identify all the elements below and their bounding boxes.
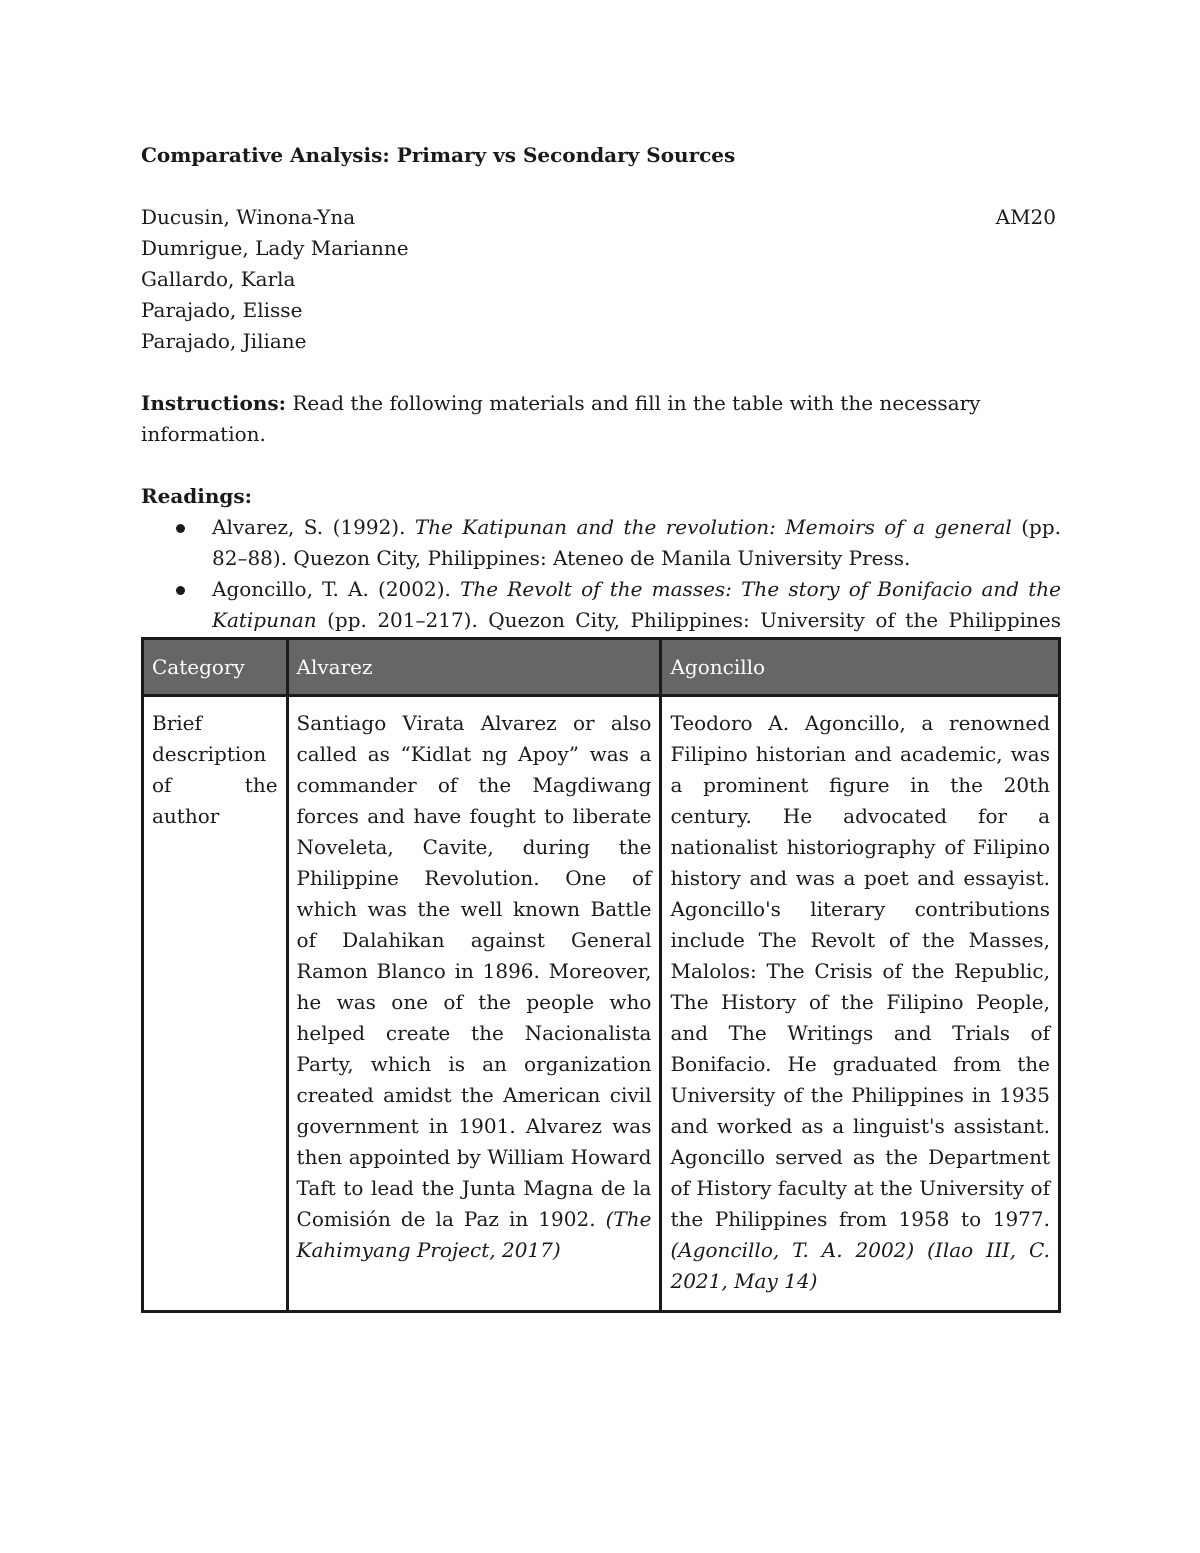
document-title: Comparative Analysis: Primary vs Secondary Sources [141,143,736,167]
reading-suffix: (pp. 82–88). Quezon City, Philippines: Ateneo de Manila University Press. [212,515,1061,570]
section-code: AM20 [995,205,1056,229]
bullet-icon [176,524,185,533]
document-page [141,140,1061,667]
readings-heading: Readings: [141,484,253,508]
instructions-label: Instructions: [141,391,287,415]
table-header-row [143,639,1060,696]
header-agoncillo: Agoncillo [661,639,1060,696]
reading-title: The Katipunan and the revolution: Memoirs of a general [414,515,1012,539]
author-name: Gallardo, Karla [141,267,296,291]
author-name: Parajado, Elisse [141,298,303,322]
reading-title: The Revolt of the masses: The story of Bonifacio and the Katipunan [212,577,1061,632]
author-name: Parajado, Jiliane [141,329,307,353]
alvarez-cell [287,696,661,1312]
agoncillo-citation: (Agoncillo, T. A. 2002) (Ilao III, C. 2021, May 14) [670,1238,1050,1293]
author-name: Dumrigue, Lady Marianne [141,236,409,260]
alvarez-citation: (The Kahimyang Project, 2017) [296,1207,652,1262]
instructions [141,388,1061,450]
author-list [141,202,1061,357]
author-name: Ducusin, Winona-Yna [141,205,356,229]
table-row [143,696,1060,1312]
comparison-table [141,637,1061,1313]
reading-prefix: Agoncillo, T. A. (2002). [212,577,461,601]
agoncillo-description: Teodoro A. Agoncillo, a renowned Filipino historian and academic, was a prominent figure in the 20th century. He advocated for a nationalist historiography of Filipino history and was a poet and essayist. Agoncillo's literary contributions include The Revolt of the Masses, Malolos: The Crisis of the Republic, The History of the Filipino People, and The Writings and Trials of Bonifacio. He graduated from the University of the Philippines in 1935 and worked as a linguist's assistant. Agoncillo served as the Department of History faculty at the University of the Philippines from 1958 to 1977. [670,711,1050,1231]
category-cell: Brief description of the author [143,696,288,1312]
reading-suffix: (pp. 201–217). Quezon City, Philippines: University of the Philippines [327,608,1061,632]
alvarez-description: Santiago Virata Alvarez or also called as “Kidlat ng Apoy” was a commander of the Magdiwang forces and have fought to liberate Noveleta, Cavite, during the Philippine Revolution. One of which was the well known Battle of Dalahikan against General Ramon Blanco in 1896. Moreover, he was one of the people who helped create the Nacionalista Party, which is an organization created amidst the American civil government in 1901. Alvarez was then appointed by William Howard Taft to lead the Junta Magna de la Comisión de la Paz in 1902. [296,711,652,1231]
instructions-text: Read the following materials and fill in the table with the necessary information. [141,391,981,446]
reading-prefix: Alvarez, S. (1992). [212,515,415,539]
bullet-icon [176,586,185,595]
agoncillo-cell [661,696,1060,1312]
header-alvarez: Alvarez [287,639,661,696]
header-category: Category [143,639,288,696]
reading-item [212,512,1061,574]
